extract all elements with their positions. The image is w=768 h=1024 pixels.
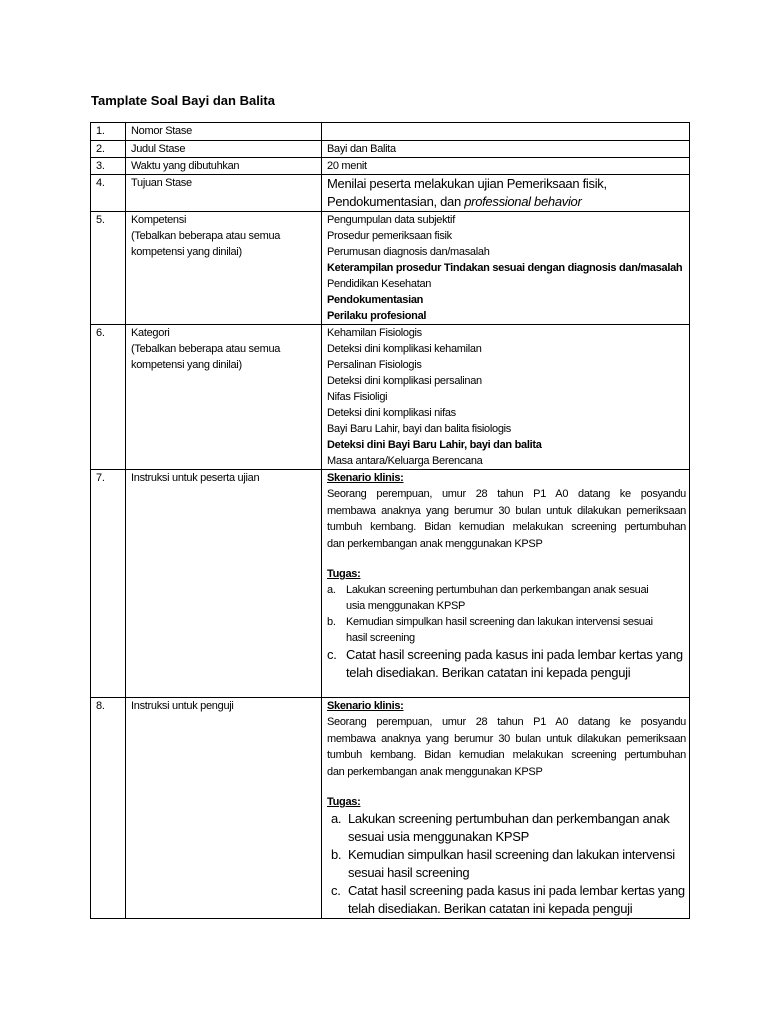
row-label: Nomor Stase [126, 123, 322, 141]
category-note: kompetensi yang dinilai) [131, 359, 242, 371]
list-item: Nifas Fisioligi [327, 391, 388, 403]
row-number: 8. [91, 698, 126, 919]
category-note: (Tebalkan beberapa atau semua [131, 343, 281, 355]
list-item: Masa antara/Keluarga Berencana [327, 455, 483, 467]
list-item-bold: Keterampilan prosedur Tindakan sesuai dengan diagnosis dan/masalah [327, 262, 683, 274]
list-item: Pendidikan Kesehatan [327, 278, 432, 290]
list-item: Kehamilan Fisiologis [327, 327, 422, 339]
row-value [322, 470, 690, 698]
scenario-heading: Skenario klinis: [327, 700, 404, 712]
list-item: Bayi Baru Lahir, bayi dan balita fisiologis [327, 423, 511, 435]
row-label: Instruksi untuk peserta ujian [126, 470, 322, 698]
tasks-heading: Tugas: [327, 568, 361, 580]
tasks-heading: Tugas: [327, 796, 361, 808]
row-number: 1. [91, 123, 126, 141]
table-row [91, 698, 690, 919]
row-number: 4. [91, 175, 126, 212]
table-row [91, 175, 690, 212]
row-value [322, 325, 690, 470]
row-number: 5. [91, 212, 126, 325]
row-number: 7. [91, 470, 126, 698]
table-row [91, 123, 690, 141]
row-value [322, 212, 690, 325]
document-title: Tamplate Soal Bayi dan Balita [91, 93, 275, 108]
list-item: c. Catat hasil screening pada kasus ini pada lembar kertas yang telah disediakan. Berikan catatan ini kepada penguji [327, 647, 683, 680]
row-value: 20 menit [322, 158, 690, 175]
competency-note: (Tebalkan beberapa atau semua [131, 230, 281, 242]
row-number: 3. [91, 158, 126, 175]
table-row [91, 325, 690, 470]
list-item: c. Catat hasil screening pada kasus ini pada lembar kertas yang telah disediakan. Berikan catatan ini kepada penguji [331, 883, 685, 916]
list-item: Deteksi dini komplikasi kehamilan [327, 343, 482, 355]
category-label: Kategori [131, 327, 170, 339]
objective-line: Pendokumentasian, dan professional behavior [327, 194, 582, 209]
competency-note: kompetensi yang dinilai) [131, 246, 242, 258]
row-number: 2. [91, 141, 126, 158]
row-number: 6. [91, 325, 126, 470]
task-list [327, 810, 686, 918]
table-row [91, 158, 690, 175]
row-label: Tujuan Stase [126, 175, 322, 212]
list-item: Perumusan diagnosis dan/masalah [327, 246, 490, 258]
list-item: Deteksi dini komplikasi persalinan [327, 375, 482, 387]
row-label [126, 212, 322, 325]
row-value: Bayi dan Balita [322, 141, 690, 158]
list-item: Pengumpulan data subjektif [327, 214, 455, 226]
list-item: Deteksi dini komplikasi nifas [327, 407, 456, 419]
table-row [91, 141, 690, 158]
row-value [322, 175, 690, 212]
list-item: b. Kemudian simpulkan hasil screening dan lakukan intervensi sesuai hasil screening [327, 616, 653, 644]
row-label [126, 325, 322, 470]
table-row [91, 470, 690, 698]
list-item: Prosedur pemeriksaan fisik [327, 230, 452, 242]
competency-label: Kompetensi [131, 214, 187, 226]
row-label: Instruksi untuk penguji [126, 698, 322, 919]
list-item: Persalinan Fisiologis [327, 359, 422, 371]
exam-template-table [90, 122, 690, 919]
row-label: Waktu yang dibutuhkan [126, 158, 322, 175]
table-row [91, 212, 690, 325]
list-item-bold: Perilaku profesional [327, 310, 427, 322]
list-item: a. Lakukan screening pertumbuhan dan perkembangan anak sesuai usia menggunakan KPSP [327, 584, 649, 612]
list-item-bold: Pendokumentasian [327, 294, 424, 306]
scenario-text: Seorang perempuan, umur 28 tahun P1 A0 datang ke posyandu membawa anaknya yang berumur 30 bulan untuk dilakukan pemeriksaan tumbuh kembang. Bidan kemudian melakukan screening pertumbuhan dan perkembangan anak menggunakan KPSP [327, 488, 686, 550]
list-item: a. Lakukan screening pertumbuhan dan perkembangan anak sesuai usia menggunakan KPSP [331, 811, 670, 844]
scenario-heading: Skenario klinis: [327, 472, 404, 484]
row-label: Judul Stase [126, 141, 322, 158]
task-list [327, 582, 686, 682]
row-value [322, 123, 690, 141]
objective-line: Menilai peserta melakukan ujian Pemeriksaan fisik, [327, 176, 607, 191]
list-item-bold: Deteksi dini Bayi Baru Lahir, bayi dan balita [327, 439, 542, 451]
list-item: b. Kemudian simpulkan hasil screening dan lakukan intervensi sesuai hasil screening [331, 847, 675, 880]
scenario-text: Seorang perempuan, umur 28 tahun P1 A0 datang ke posyandu membawa anaknya yang berumur 30 bulan untuk dilakukan pemeriksaan tumbuh kembang. Bidan kemudian melakukan screening pertumbuhan dan perkembangan anak menggunakan KPSP [327, 716, 686, 778]
row-value [322, 698, 690, 919]
